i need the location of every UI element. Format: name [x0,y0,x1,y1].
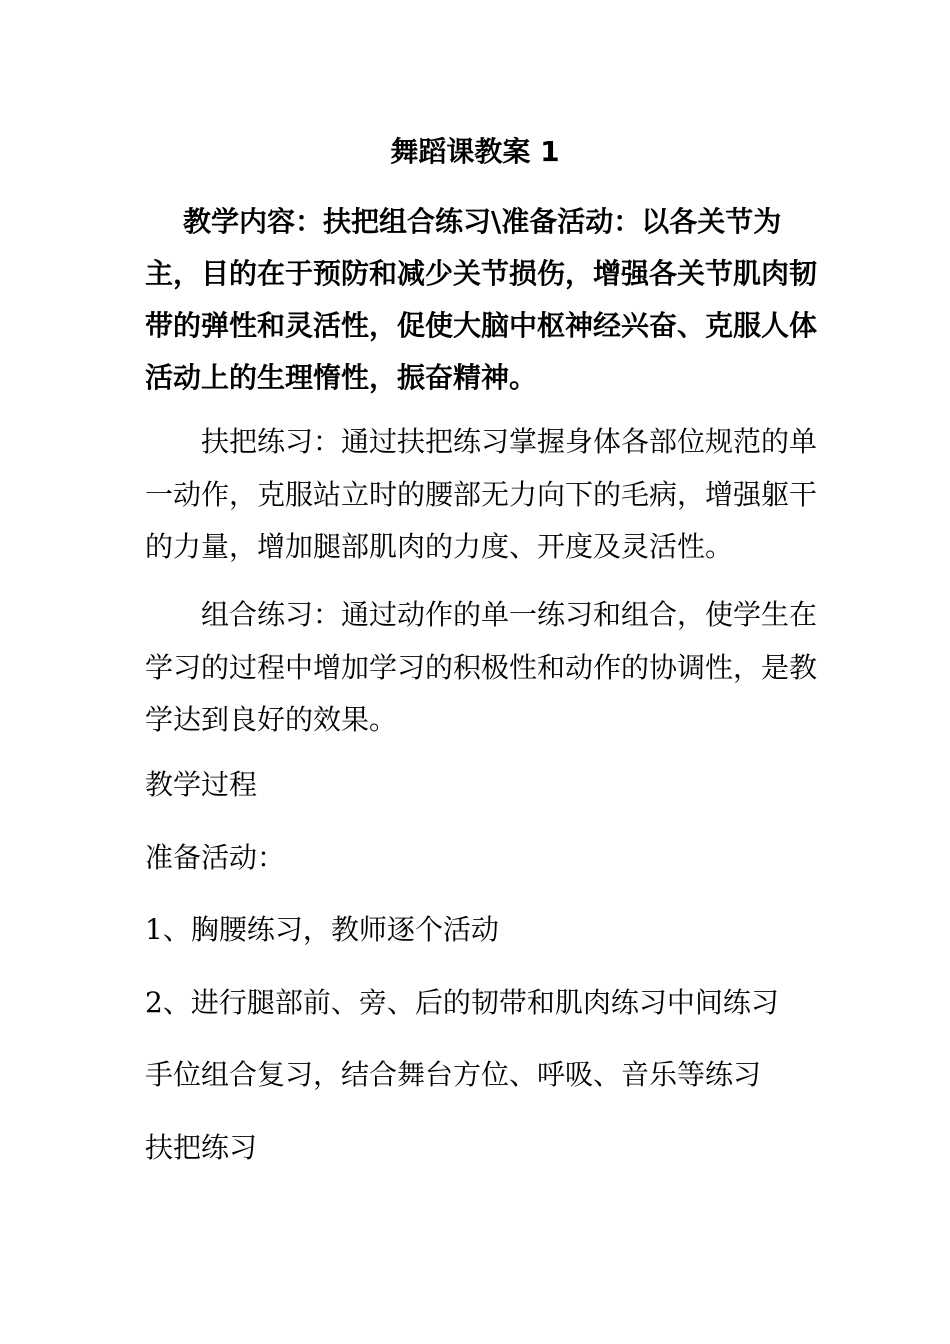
barre-practice-heading: 扶把练习 [145,1131,258,1164]
document-title: 舞蹈课教案 1 [390,135,560,168]
teaching-process-heading: 教学过程 [145,768,258,801]
list-item: 2、进行腿部前、旁、后的韧带和肌肉练习中间练习 [145,986,779,1019]
hand-position-line: 手位组合复习，结合舞台方位、呼吸、音乐等练习 [145,1058,762,1091]
teaching-content-paragraph: 教学内容：扶把组合练习\准备活动：以各关节为主，目的在于预防和减少关节损伤，增强各关节肌肉韧带的弹性和灵活性，促使大脑中枢神经兴奋、克服人体活动上的生理惰性，振奋精神。 [145,205,818,394]
barre-practice-paragraph: 扶把练习：通过扶把练习掌握身体各部位规范的单一动作，克服站立时的腰部无力向下的毛病，增强躯干的力量，增加腿部肌肉的力度、开度及灵活性。 [145,425,818,563]
list-item: 1、胸腰练习，教师逐个活动 [145,913,499,946]
warmup-heading: 准备活动： [145,841,286,874]
combination-practice-paragraph: 组合练习：通过动作的单一练习和组合，使学生在学习的过程中增加学习的积极性和动作的协调性，是教学达到良好的效果。 [145,598,818,736]
